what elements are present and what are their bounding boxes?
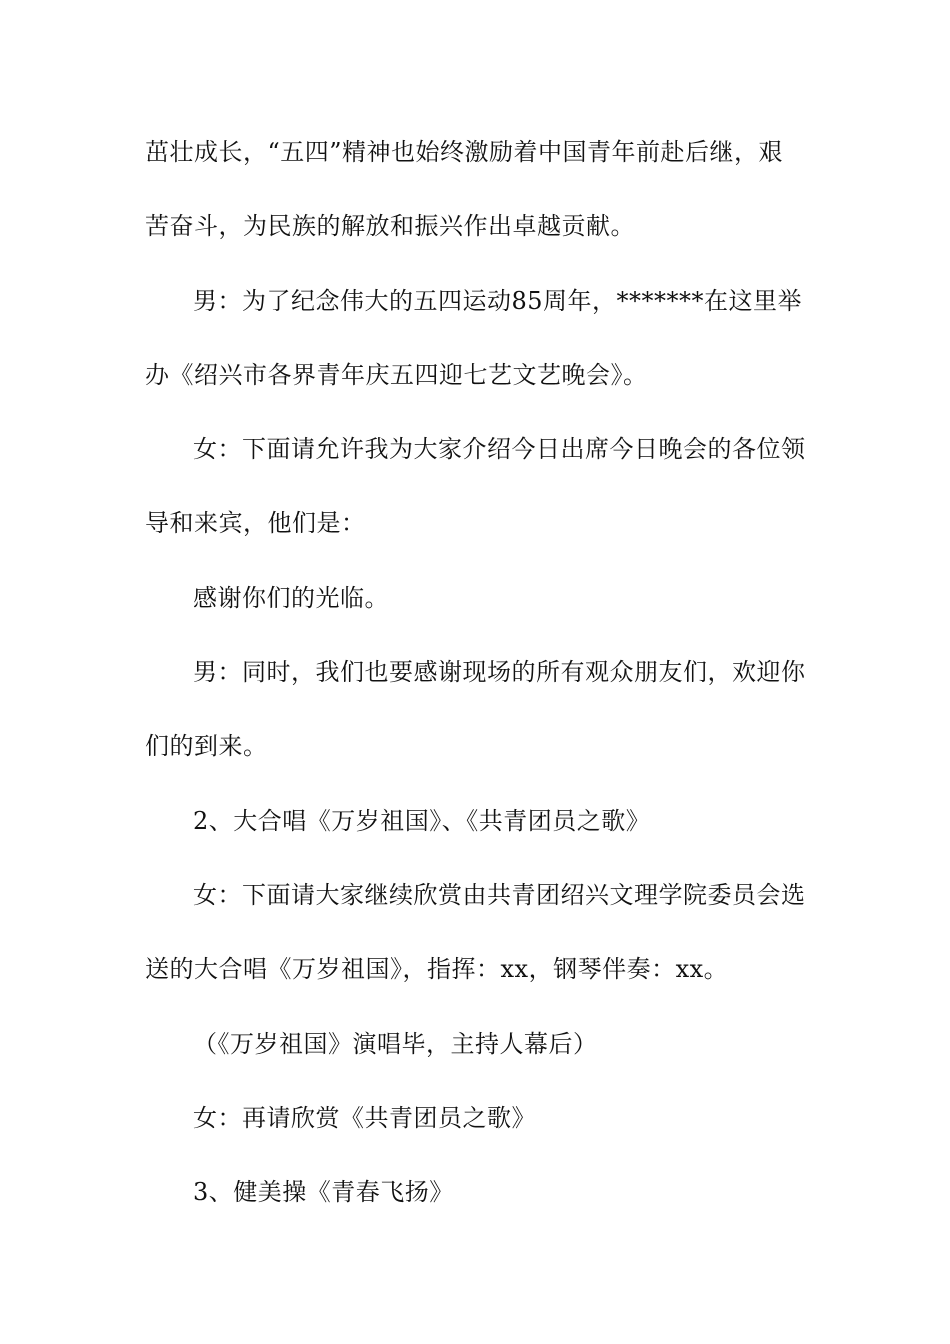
paragraph-line: 们的到来。 [145,732,268,760]
paragraph-line: 女：再请欣赏《共青团员之歌》 [193,1104,536,1132]
stage-direction: （《万岁祖国》演唱毕，主持人幕后） [193,1030,598,1058]
paragraph-line: 女：下面请大家继续欣赏由共青团绍兴文理学院委员会选 [193,881,806,909]
section-heading: 3、健美操《青春飞扬》 [193,1178,454,1206]
paragraph-line: 男：同时，我们也要感谢现场的所有观众朋友们，欢迎你 [193,658,806,686]
paragraph-line: 男：为了纪念伟大的五四运动85周年，*******在这里举 [193,287,803,315]
paragraph-line: 感谢你们的光临。 [193,584,389,612]
paragraph-line: 送的大合唱《万岁祖国》，指挥：xx，钢琴伴奏：xx。 [145,955,729,983]
paragraph-line: 女：下面请允许我为大家介绍今日出席今日晚会的各位领 [193,435,806,463]
paragraph-line: 办《绍兴市各界青年庆五四迎七艺文艺晚会》。 [145,361,648,389]
paragraph-line: 茁壮成长，“五四”精神也始终激励着中国青年前赴后继，艰 [145,138,784,166]
section-heading: 2、大合唱《万岁祖国》、《共青团员之歌》 [193,807,651,835]
paragraph-line: 导和来宾，他们是： [145,509,366,537]
paragraph-line: 苦奋斗，为民族的解放和振兴作出卓越贡献。 [145,212,635,240]
